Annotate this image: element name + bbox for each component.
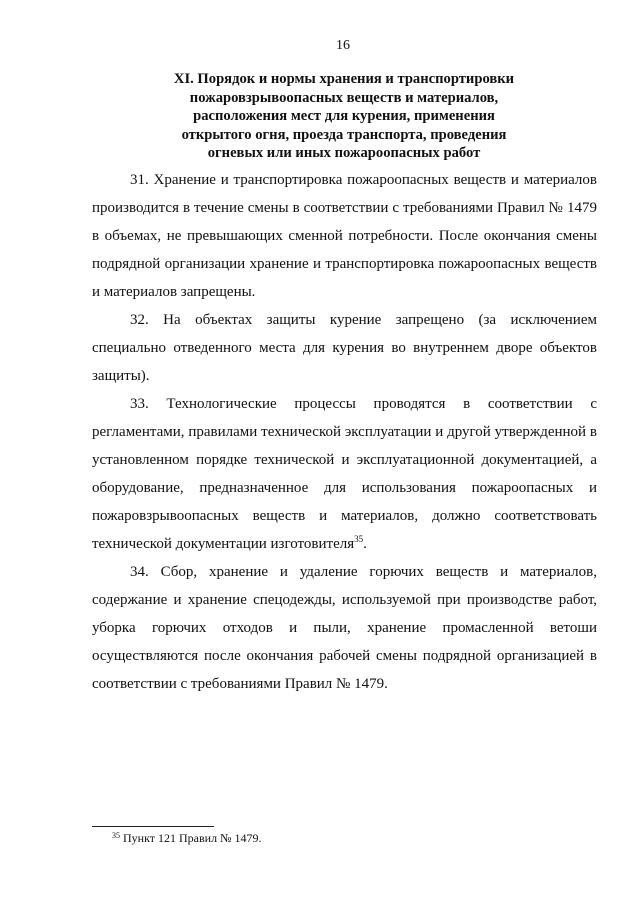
- paragraph-33-text: 33. Технологические процессы проводятся в соответствии с регламентами, правилами технической эксплуатации и другой утвержденной в установленном порядке технической и эксплуатационной документацией, а оборудование, предназначенное для использования пожароопасных и пожаровзрывоопасных веществ и материалов, должно соответствовать технической документации изготовителя: [92, 396, 597, 552]
- section-title-line: пожаровзрывоопасных веществ и материалов,: [189, 89, 499, 106]
- section-title-line: огневых или иных пожароопасных работ: [207, 145, 481, 162]
- section-title-line: открытого огня, проезда транспорта, проведения: [181, 126, 507, 143]
- section-title-line: XI. Порядок и нормы хранения и транспортировки: [173, 71, 515, 87]
- footnote-separator: [92, 826, 214, 827]
- footnote-text: Пункт 121 Правил № 1479.: [120, 831, 262, 845]
- paragraph-32: 32. На объектах защиты курение запрещено (за исключением специально отведенного места для курения во внутреннем дворе объектов защиты).: [92, 312, 597, 384]
- paragraph-33: [92, 390, 597, 558]
- footnote: [112, 830, 262, 846]
- page-number: 16: [336, 38, 350, 53]
- section-title: [92, 70, 596, 163]
- section-title-line: расположения мест для курения, применения: [193, 108, 495, 125]
- footnote-number: 35: [112, 831, 120, 840]
- document-body: [92, 166, 597, 698]
- footnote-reference: 35: [354, 534, 364, 544]
- paragraph-34: 34. Сбор, хранение и удаление горючих веществ и материалов, содержание и хранение спецодежды, используемой при производстве работ, уборка горючих отходов и пыли, хранение промасленной ветоши осуществляются после окончания рабочей смены подрядной организацией в соответствии с требованиями Правил № 1479.: [92, 564, 597, 692]
- paragraph-33-tail: .: [363, 536, 367, 552]
- paragraph-31: 31. Хранение и транспортировка пожароопасных веществ и материалов производится в течение смены в соответствии с требованиями Правил № 1479 в объемах, не превышающих сменной потребности. После окончания смены подрядной организации хранение и транспортировка пожароопасных веществ и материалов запрещены.: [92, 172, 597, 300]
